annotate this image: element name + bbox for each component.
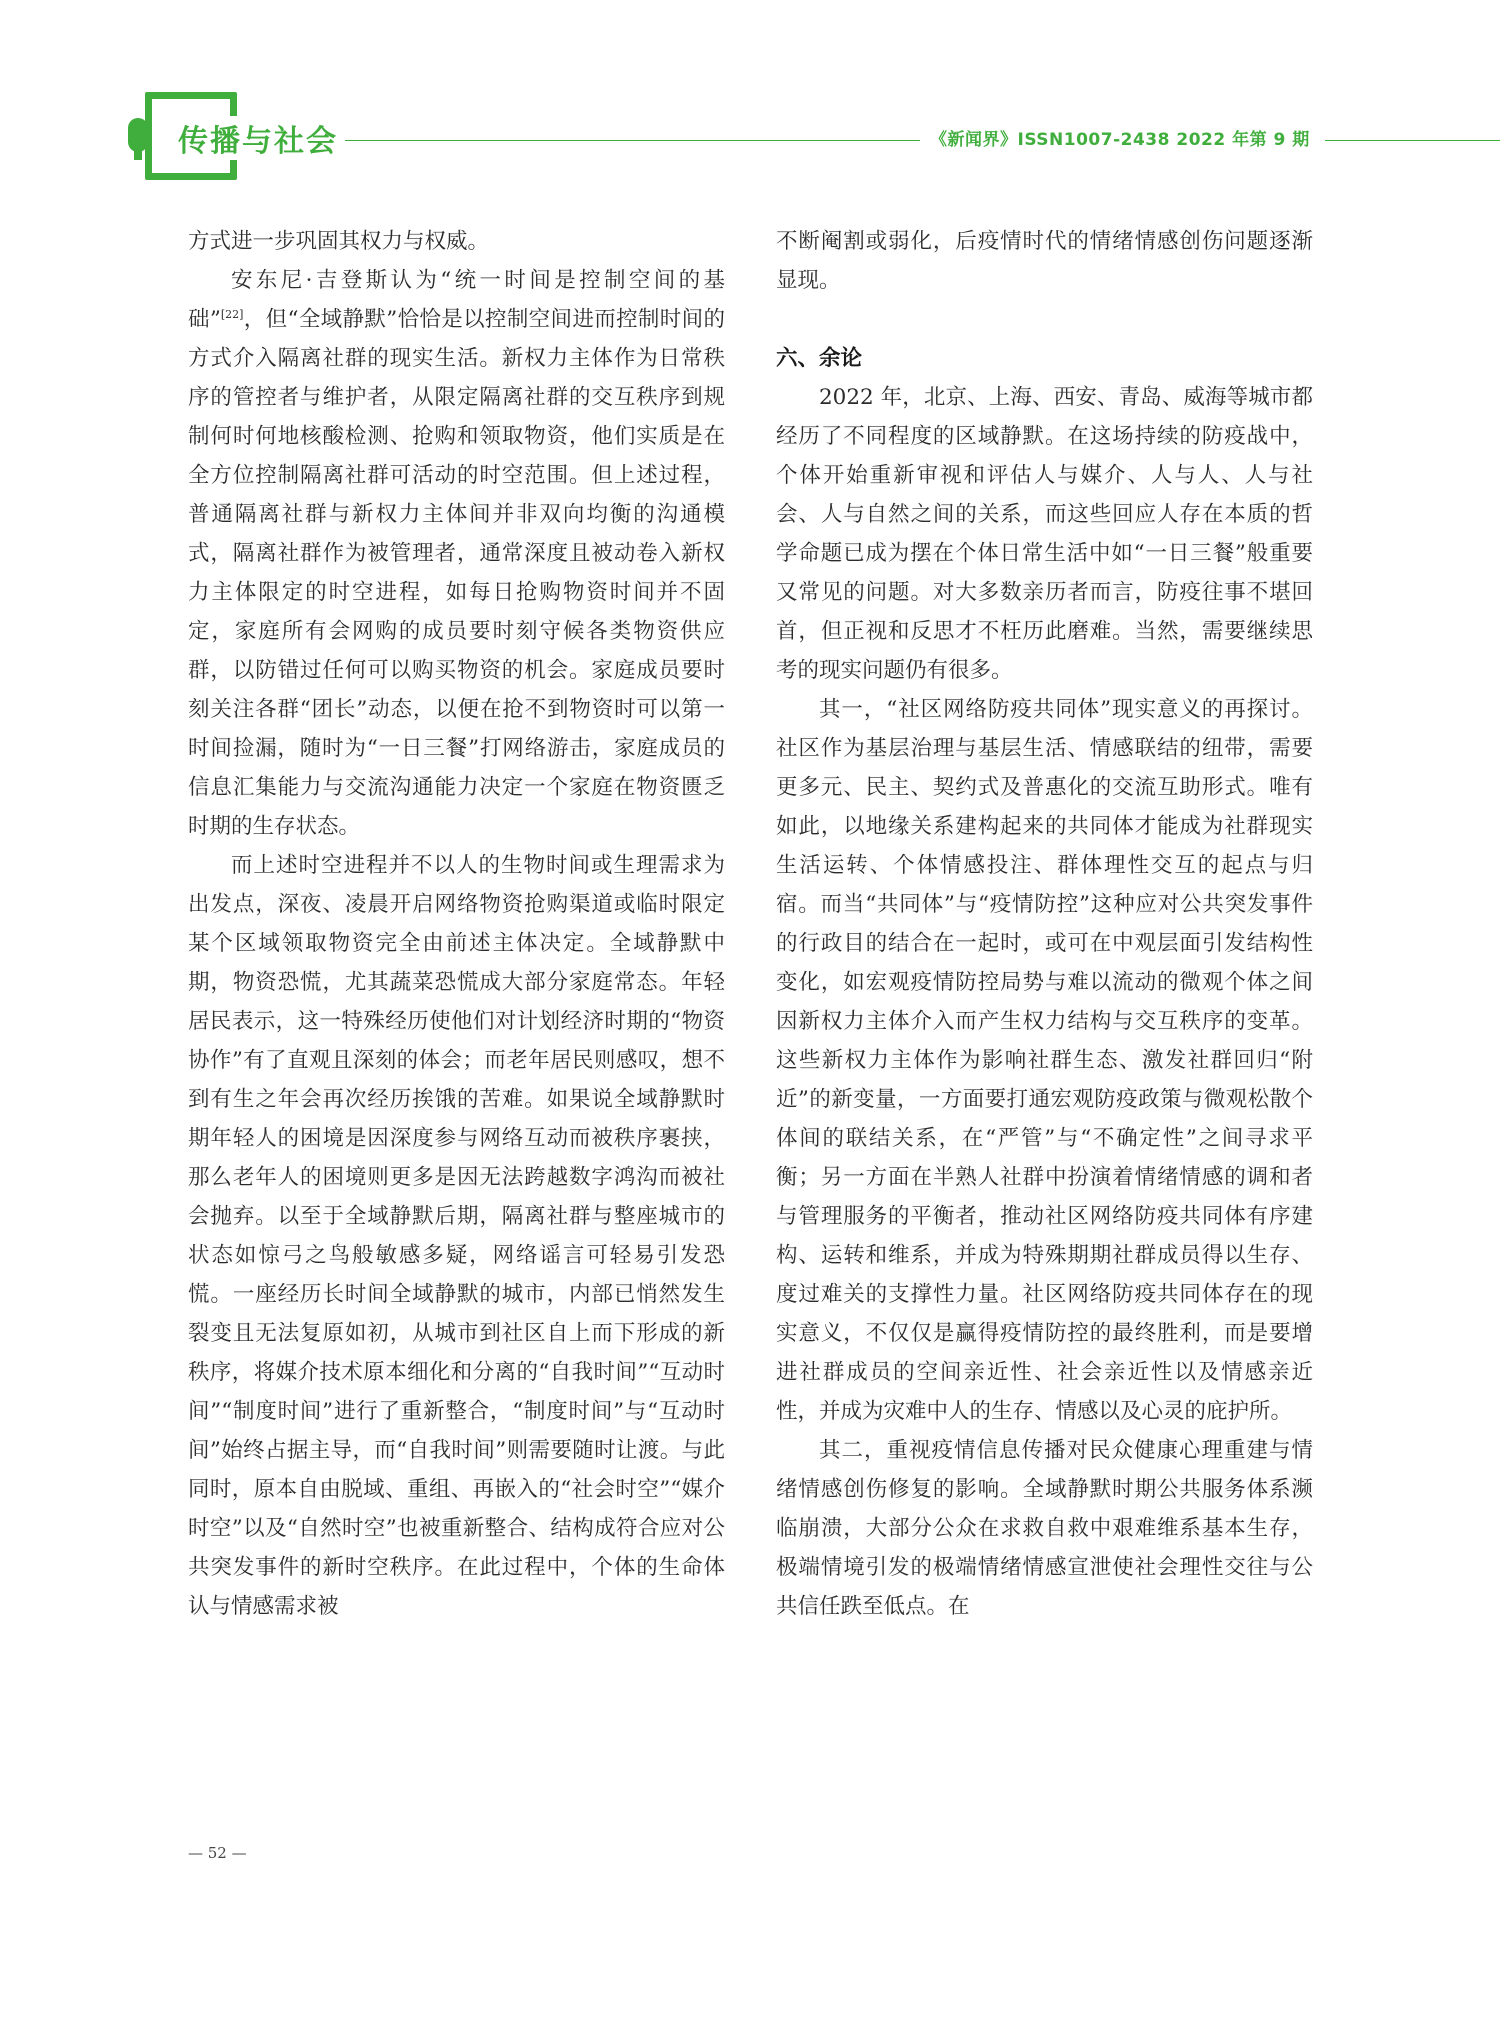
left-paragraph-2: [188, 261, 725, 846]
page-number: — 52 —: [188, 1844, 247, 1862]
right-paragraph-1: 不断阉割或弱化，后疫情时代的情绪情感创伤问题逐渐显现。: [776, 229, 1313, 293]
right-paragraph-3: 其一，“社区网络防疫共同体”现实意义的再探讨。社区作为基层治理与基层生活、情感联结的纽带，需要更多元、民主、契约式及普惠化的交流互助形式。唯有如此，以地缘关系建构起来的共同体才能成为社群现实生活运转、个体情感投注、群体理性交互的起点与归宿。而当“共同体”与“疫情防控”这种应对公共突发事件的行政目的结合在一起时，或可在中观层面引发结构性变化，如宏观疫情防控局势与难以流动的微观个体之间因新权力主体介入而产生权力结构与交互秩序的变革。这些新权力主体作为影响社群生态、激发社群回归“附近”的新变量，一方面要打通宏观防疫政策与微观松散个体间的联结关系，在“严管”与“不确定性”之间寻求平衡；另一方面在半熟人社群中扮演着情绪情感的调和者与管理服务的平衡者，推动社区网络防疫共同体有序建构、运转和维系，并成为特殊期期社群成员得以生存、度过难关的支撑性力量。社区网络防疫共同体存在的现实意义，不仅仅是赢得疫情防控的最终胜利，而是要增进社群成员的空间亲近性、社会亲近性以及情感亲近性，并成为灾难中人的生存、情感以及心灵的庇护所。: [776, 697, 1313, 1424]
left-column: [188, 222, 725, 1626]
left-paragraph-2-text-b: ，但“全域静默”恰恰是以控制空间进而控制时间的方式介入隔离社群的现实生活。新权力主体作为日常秩序的管控者与维护者，从限定隔离社群的交互秩序到规制何时何地核酸检测、抢购和领取物资，他们实质是在全方位控制隔离社群可活动的时空范围。但上述过程，普通隔离社群与新权力主体间并非双向均衡的沟通模式，隔离社群作为被管理者，通常深度且被动卷入新权力主体限定的时空进程，如每日抢购物资时间并不固定，家庭所有会网购的成员要时刻守候各类物资供应群，以防错过任何可以购买物资的机会。家庭成员要时刻关注各群“团长”动态，以便在抢不到物资时可以第一时间捡漏，随时为“一日三餐”打网络游击，家庭成员的信息汇集能力与交流沟通能力决定一个家庭在物资匮乏时期的生存状态。: [188, 307, 725, 839]
right-paragraph-2: 2022 年，北京、上海、西安、青岛、威海等城市都经历了不同程度的区域静默。在这场持续的防疫战中，个体开始重新审视和评估人与媒介、人与人、人与社会、人与自然之间的关系，而这些回应人存在本质的哲学命题已成为摆在个体日常生活中如“一日三餐”般重要又常见的问题。对大多数亲历者而言，防疫往事不堪回首，但正视和反思才不枉历此磨难。当然，需要继续思考的现实问题仍有很多。: [776, 385, 1313, 683]
left-paragraph-2-text-a: 安东尼·吉登斯认为“统一时间是控制空间的基础”: [188, 268, 725, 332]
microphone-icon: [128, 118, 148, 152]
section-heading: 六、余论: [776, 346, 863, 371]
left-paragraph-1: 方式进一步巩固其权力与权威。: [188, 229, 490, 254]
journal-info: 《新闻界》ISSN1007-2438 2022 年第 9 期: [930, 130, 1310, 150]
right-paragraph-4: 其二，重视疫情信息传播对民众健康心理重建与情绪情感创伤修复的影响。全域静默时期公共服务体系濒临崩溃，大部分公众在求救自救中艰难维系基本生存，极端情境引发的极端情绪情感宣泄使社会理性交往与公共信任跌至低点。在: [776, 1438, 1313, 1619]
left-paragraph-3: 而上述时空进程并不以人的生物时间或生理需求为出发点，深夜、凌晨开启网络物资抢购渠道或临时限定某个区域领取物资完全由前述主体决定。全域静默中期，物资恐慌，尤其蔬菜恐慌成大部分家庭常态。年轻居民表示，这一特殊经历使他们对计划经济时期的“物资协作”有了直观且深刻的体会；而老年居民则感叹，想不到有生之年会再次经历挨饿的苦难。如果说全域静默时期年轻人的困境是因深度参与网络互动而被秩序裹挟，那么老年人的困境则更多是因无法跨越数字鸿沟而被社会抛弃。以至于全域静默后期，隔离社群与整座城市的状态如惊弓之鸟般敏感多疑，网络谣言可轻易引发恐慌。一座经历长时间全域静默的城市，内部已悄然发生裂变且无法复原如初，从城市到社区自上而下形成的新秩序，将媒介技术原本细化和分离的“自我时间”“互动时间”“制度时间”进行了重新整合，“制度时间”与“互动时间”始终占据主导，而“自我时间”则需要随时让渡。与此同时，原本自由脱域、重组、再嵌入的“社会时空”“媒介时空”以及“自然时空”也被重新整合、结构成符合应对公共突发事件的新时空秩序。在此过程中，个体的生命体认与情感需求被: [188, 853, 725, 1619]
header-rule-right: [1325, 140, 1500, 141]
microphone-stand-icon: [134, 150, 142, 160]
section-gap: [776, 300, 1313, 339]
right-column: [776, 222, 1313, 1626]
header-rule-left: [345, 140, 920, 141]
section-title: 传播与社会: [178, 116, 348, 160]
page-header: [0, 0, 1500, 200]
citation-ref: [22]: [220, 307, 244, 321]
